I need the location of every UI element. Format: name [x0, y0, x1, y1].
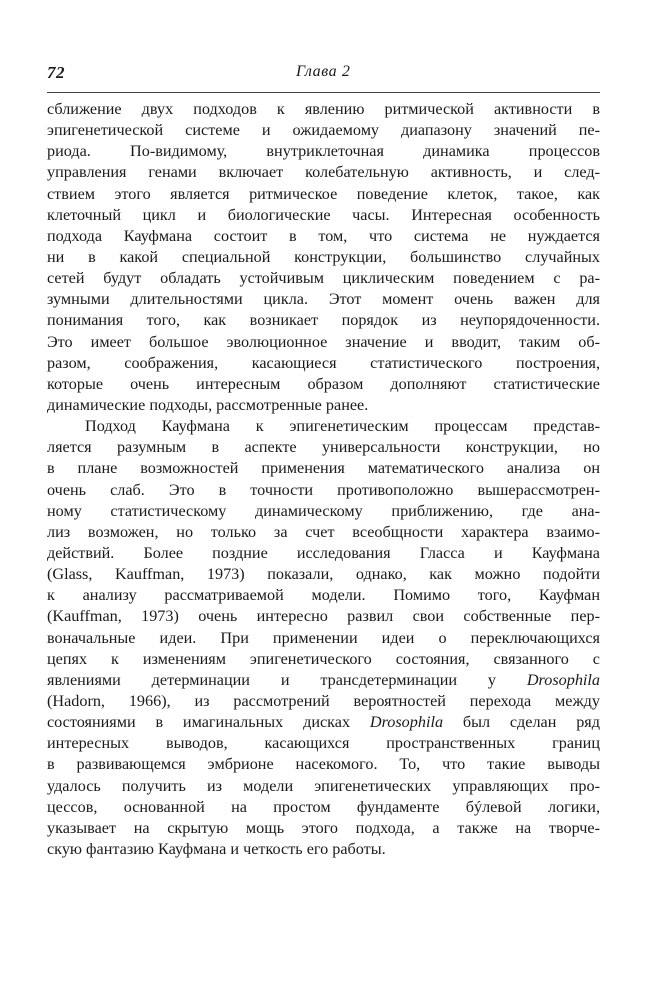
text-line: (Glass, Kauffman, 1973) показали, однако, как можно подойти [47, 565, 600, 584]
paragraph-2 [47, 416, 600, 860]
text-line: состояниями в имагинальных дисках Drosophila был сделан ряд [47, 713, 600, 732]
text-line: динамические подходы, рассмотренные ранее. [47, 395, 369, 414]
text-line: явлениями детерминации и трансдетерминации у Drosophila [47, 670, 600, 689]
text-line: ни в какой специальной конструкции, большинство случайных [47, 247, 600, 266]
text-line: сближение двух подходов к явлению ритмической активности в [47, 100, 600, 118]
text-line: ляется разумным в аспекте универсальности конструкции, но [47, 438, 600, 457]
page-number: 72 [47, 63, 65, 82]
italic-genus-name: Drosophila [369, 713, 444, 732]
text-line: которые очень интересным образом дополняют статистические [47, 374, 600, 393]
text-line: удалось получить из модели эпигенетических управляющих про- [47, 776, 600, 795]
text-line: зумными длительностями цикла. Этот момент очень важен для [47, 290, 600, 309]
running-head [47, 63, 600, 87]
paragraph-1 [47, 99, 600, 416]
text-line: разом, соображения, касающиеся статистического построения, [47, 353, 600, 372]
text-line: действий. Более поздние исследования Гласса и Кауфмана [47, 543, 600, 562]
text-line: цессов, основанной на простом фундаменте бýлевой логики, [47, 797, 600, 816]
text-line: Подход Кауфмана к эпигенетическим процессам представ- [85, 417, 600, 436]
text-line: цепях к изменениям эпигенетического состояния, связанного с [47, 649, 600, 668]
body-text [47, 99, 600, 860]
text-line: ствием этого является ритмическое поведение клеток, такое, как [47, 184, 600, 203]
text-line: (Hadorn, 1966), из рассмотрений вероятностей перехода между [47, 691, 600, 710]
text-line: сетей будут обладать устойчивым циклическим поведением с ра- [47, 269, 600, 288]
text-line: в развивающемся эмбрионе насекомого. То, что такие выводы [47, 755, 600, 774]
text-line: указывает на скрытую мощь этого подхода, а также на творче- [47, 818, 600, 837]
text-line: подхода Кауфмана состоит в том, что система не нуждается [47, 226, 600, 245]
text-line: Это имеет большое эволюционное значение и вводит, таким об- [47, 332, 600, 351]
text-line: интересных выводов, касающихся пространственных границ [47, 734, 600, 753]
text-line: клеточный цикл и биологические часы. Интересная особенность [47, 205, 600, 224]
text-line: воначальные идеи. При применении идеи о переключающихся [47, 628, 600, 647]
text-line: в плане возможностей применения математического анализа он [47, 459, 600, 478]
text-line: эпигенетической системе и ожидаемому диапазону значений пе- [47, 121, 600, 140]
text-line: очень слаб. Это в точности противоположно вышерассмотрен- [47, 480, 600, 499]
text-line: скую фантазию Кауфмана и четкость его работы. [47, 839, 386, 858]
text-line: риода. По-видимому, внутриклеточная динамика процессов [47, 142, 600, 161]
chapter-title: Глава 2 [296, 63, 351, 80]
text-line: (Kauffman, 1973) очень интересно развил свои собственные пер- [47, 607, 600, 626]
header-rule [47, 92, 600, 93]
text-line: понимания того, как возникает порядок из неупорядоченности. [47, 311, 600, 330]
text-line: управления генами включает колебательную активность, и след- [47, 163, 600, 182]
text-line: лиз возможен, но только за счет всеобщности характера взаимо- [47, 522, 600, 541]
italic-genus-name: Drosophila [526, 670, 600, 689]
text-line: к анализу рассматриваемой модели. Помимо того, Кауфман [47, 586, 600, 605]
text-line: ному статистическому динамическому приближению, где ана- [47, 501, 600, 520]
